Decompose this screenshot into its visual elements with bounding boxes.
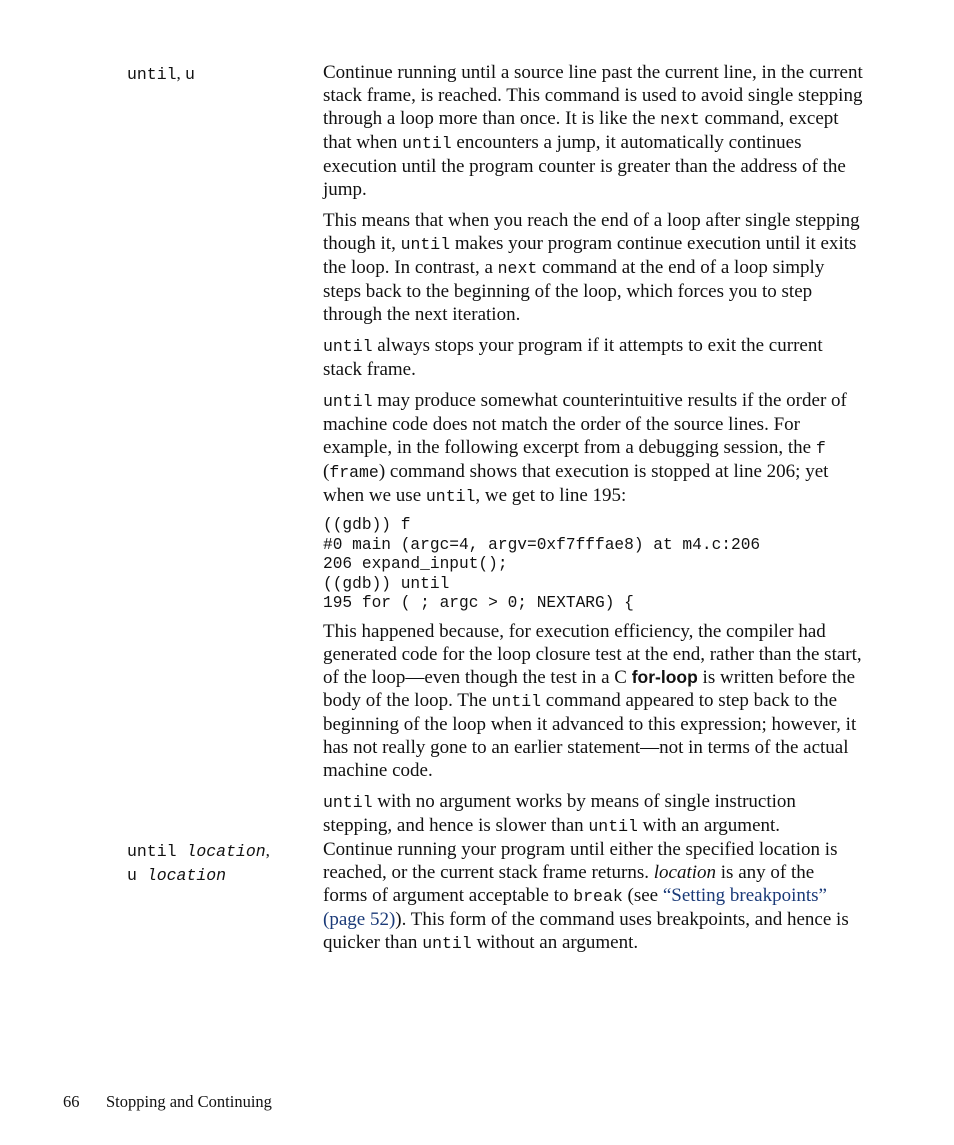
definition-body-until-location bbox=[323, 838, 863, 963]
paragraph bbox=[323, 389, 863, 508]
bold-term: for-loop bbox=[631, 666, 698, 687]
setting-breakpoints-link[interactable]: “Setting breakpoints” (page 52) bbox=[323, 885, 827, 930]
text: is any of the forms of argument acceptable to bbox=[323, 862, 815, 906]
code-line: 195 for ( ; argc > 0; NEXTARG) { bbox=[323, 594, 634, 612]
text: without an argument. bbox=[471, 932, 639, 953]
inline-code: until bbox=[425, 487, 476, 506]
inline-code: next bbox=[497, 259, 538, 278]
code-line: #0 main (argc=4, argv=0xf7fffae8) at m4.c:206 bbox=[323, 535, 761, 554]
code-line: ((gdb)) until bbox=[323, 574, 450, 593]
definition-body-until bbox=[323, 61, 863, 846]
code-block bbox=[323, 516, 863, 614]
italic-term: location bbox=[653, 862, 717, 883]
text: command appeared to step back to the beginning of the loop when it advanced to this expression; however, it has not really gone to an earlier statement—not in terms of the actual machine code. bbox=[323, 689, 857, 781]
inline-code: until bbox=[588, 816, 638, 836]
code-line: 206 expand_input(); bbox=[323, 555, 508, 573]
inline-code: next bbox=[660, 110, 700, 129]
text: Continue running your program until either the specified location is reached, or the current stack frame returns. bbox=[323, 839, 838, 883]
text: command at the end of a loop simply steps back to the beginning of the loop, which forces you to step through the next iteration. bbox=[323, 257, 825, 325]
inline-code: until bbox=[323, 337, 373, 356]
paragraph bbox=[323, 61, 863, 201]
text: always stops your program if it attempts to exit the current stack frame. bbox=[323, 335, 823, 380]
paragraph bbox=[323, 790, 863, 838]
inline-code: until bbox=[402, 134, 452, 153]
text: This happened because, for execution efficiency, the compiler had generated code for the loop closure test at the end, rather than the start, of the loop—even though the test in a C bbox=[323, 620, 862, 688]
inline-code: until bbox=[323, 792, 373, 812]
code-line: ((gdb)) f bbox=[323, 516, 411, 534]
text: ). This form of the command uses breakpoints, and hence is quicker than bbox=[323, 909, 849, 953]
text: This means that when you reach the end of a loop after single stepping though it, bbox=[323, 210, 860, 254]
paragraph bbox=[323, 209, 863, 326]
page-number: 66 bbox=[63, 1092, 80, 1111]
text: may produce somewhat counterintuitive results if the order of machine code does not match the order of the source lines. For example, in the following excerpt from a debugging session, the bbox=[323, 390, 847, 458]
text: is written before the body of the loop. The bbox=[323, 666, 856, 711]
definition-term-until-location bbox=[127, 839, 270, 887]
paragraph bbox=[323, 838, 863, 955]
text: Continue running until a source line past the current line, in the current stack frame, is reached. This command is used to avoid single stepping through a loop more than once. It is like the bbox=[323, 62, 863, 129]
inline-code: until bbox=[400, 235, 451, 254]
definition-term-until bbox=[127, 62, 195, 86]
term-line bbox=[127, 863, 270, 887]
text: , we get to line 195: bbox=[475, 485, 627, 506]
paragraph bbox=[323, 620, 863, 782]
term-alias: u bbox=[127, 866, 147, 885]
text: (see bbox=[622, 885, 663, 906]
inline-code: frame bbox=[329, 463, 379, 482]
term-argument: location bbox=[186, 842, 266, 861]
term-alias: u bbox=[185, 65, 195, 84]
inline-code: until bbox=[422, 934, 472, 953]
text: with an argument. bbox=[637, 814, 781, 836]
text: command, except that when bbox=[323, 108, 839, 153]
term-separator: , bbox=[176, 64, 186, 83]
term-argument: location bbox=[146, 866, 227, 885]
term-command: until bbox=[127, 842, 187, 861]
paragraph bbox=[323, 334, 863, 381]
term-separator: , bbox=[265, 841, 270, 860]
section-title: Stopping and Continuing bbox=[106, 1092, 272, 1111]
inline-code: f bbox=[815, 439, 826, 458]
term-line bbox=[127, 839, 270, 863]
text: ( bbox=[323, 461, 330, 482]
text: ) command shows that execution is stopped at line 206; yet when we use bbox=[323, 461, 829, 506]
inline-code: until bbox=[323, 392, 373, 411]
inline-code: break bbox=[573, 887, 623, 906]
text: encounters a jump, it automatically continues execution until the program counter is greater than the address of the jump. bbox=[323, 132, 846, 200]
text: makes your program continue execution until it exits the loop. In contrast, a bbox=[323, 233, 857, 278]
term-command: until bbox=[127, 65, 177, 84]
inline-code: until bbox=[491, 691, 542, 711]
text: with no argument works by means of single instruction stepping, and hence is slower than bbox=[323, 790, 796, 836]
